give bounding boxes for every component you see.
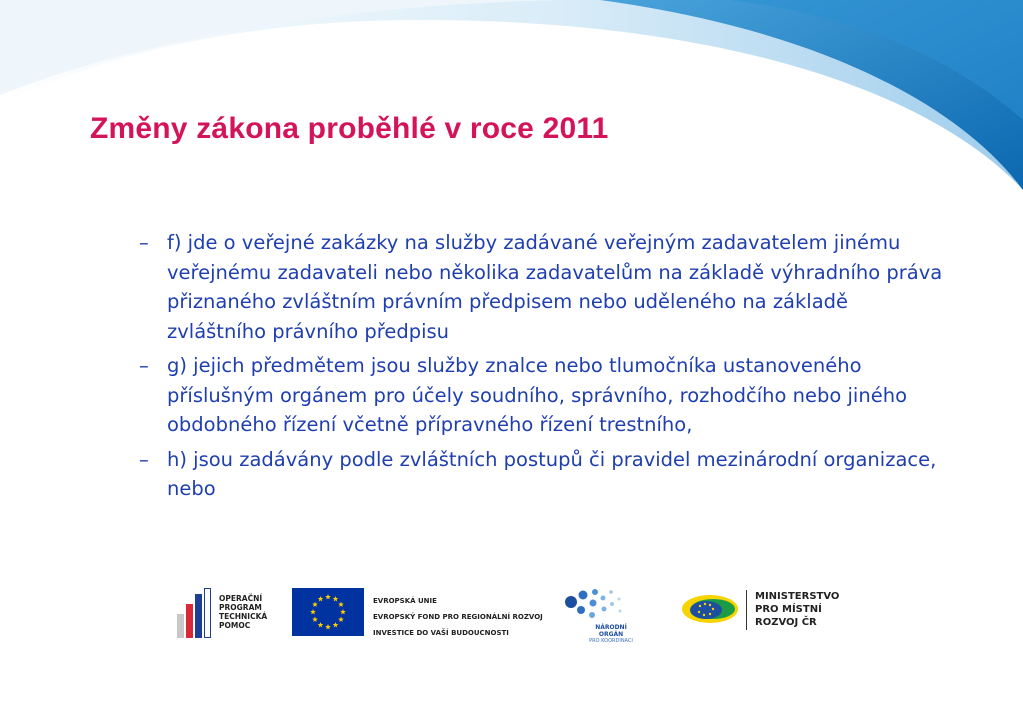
eu-flag-icon	[292, 588, 364, 636]
bullet-dash: –	[139, 354, 149, 377]
optp-logo	[177, 588, 272, 638]
mmr-divider	[746, 590, 747, 630]
optp-line: POMOC	[219, 621, 251, 630]
nok-text	[583, 624, 639, 644]
bullet-list	[133, 228, 953, 509]
list-item	[133, 445, 953, 504]
bullet-dash: –	[139, 231, 149, 254]
list-item	[133, 228, 953, 346]
optp-line: OPERAČNÍ	[219, 594, 263, 603]
logo-strip	[0, 580, 1023, 650]
mmr-line: MINISTERSTVO	[755, 591, 840, 602]
optp-bar-light	[177, 614, 184, 638]
eu-line: EVROPSKÁ UNIE	[373, 597, 437, 605]
nok-line: PRO KOORDINACI	[589, 638, 633, 644]
eu-line: EVROPSKÝ FOND PRO REGIONÁLNÍ ROZVOJ	[373, 613, 543, 621]
bullet-text: h) jsou zadávány podle zvláštních postupů či pravidel mezinárodní organizace, nebo	[167, 447, 937, 500]
optp-line: PROGRAM	[219, 603, 262, 612]
mmr-line: ROZVOJ ČR	[755, 617, 817, 628]
bullet-text: f) jde o veřejné zakázky na služby zadávané veřejným zadavatelem jinému veřejnému zadavateli nebo několika zadavatelům na základě výhradního práva přiznaného zvláštním právním předpisem nebo uděleného na základě zvláštního právního předpisu	[167, 231, 943, 343]
optp-bar-outline	[204, 588, 211, 638]
optp-bar-blue	[195, 594, 202, 638]
list-item	[133, 351, 953, 440]
optp-text	[219, 594, 267, 630]
optp-line: TECHNICKÁ	[219, 612, 268, 621]
nok-line: NÁRODNÍ ORGÁN	[595, 624, 627, 638]
slide-title: Změny zákona proběhlé v roce 2011	[90, 112, 609, 145]
bullet-text: g) jejich předmětem jsou služby znalce nebo tlumočníka ustanoveného příslušným orgánem pro účely soudního, správního, rozhodčího nebo jiného obdobného řízení včetně přípravného řízení trestního,	[167, 354, 908, 436]
optp-bar-red	[186, 604, 193, 638]
eu-line: INVESTICE DO VAŠÍ BUDOUCNOSTI	[373, 629, 509, 637]
mmr-line: PRO MÍSTNÍ	[755, 604, 822, 615]
mmr-text	[755, 590, 839, 629]
nok-dots-icon	[563, 584, 627, 624]
bullet-dash: –	[139, 447, 149, 471]
mmr-emblem-icon	[680, 592, 740, 626]
eu-text	[373, 593, 543, 641]
